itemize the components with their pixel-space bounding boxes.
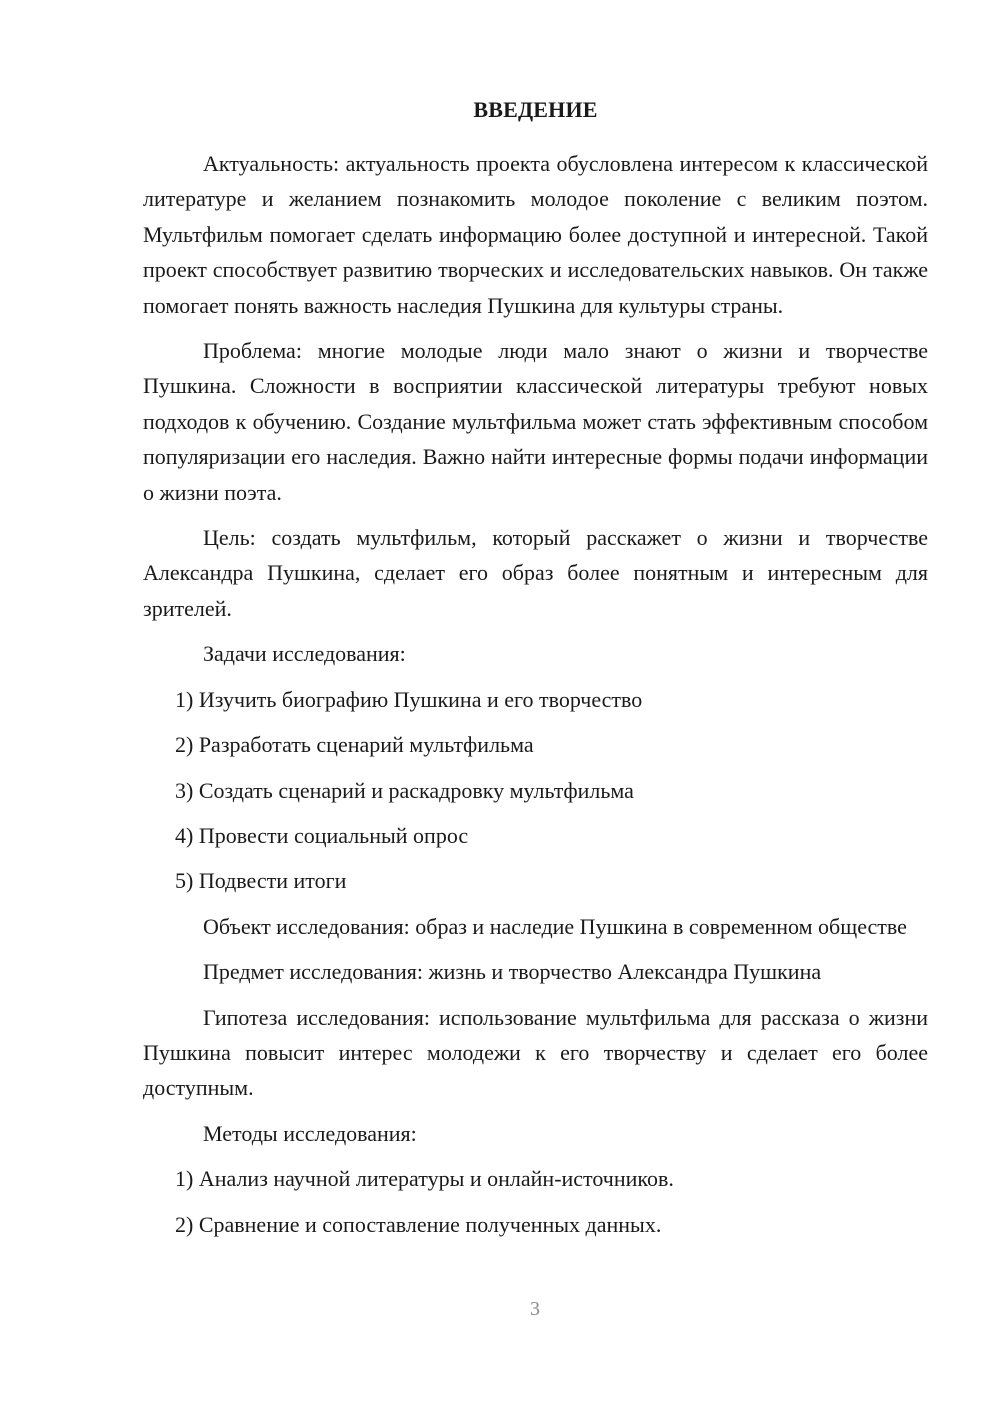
method-item: 1) Анализ научной литературы и онлайн-источников. bbox=[175, 1166, 674, 1192]
methods-title: Методы исследования: bbox=[203, 1120, 417, 1146]
task-item: 1) Изучить биографию Пушкина и его творчество bbox=[175, 686, 643, 712]
relevance-paragraph: Актуальность: актуальность проекта обусловлена интересом к классической литературе и желанием познакомить молодое поколение с великим поэтом. Мультфильм помогает сделать информацию более доступной и интересной. Такой проект способствует развитию творческих и исследовательских навыков. Он также помогает понять важность наследия Пушкина для культуры страны. bbox=[143, 151, 928, 318]
problem-paragraph: Проблема: многие молодые люди мало знают о жизни и творчестве Пушкина. Сложности в восприятии классической литературы требуют новых подходов к обучению. Создание мультфильма может стать эффективным способом популяризации его наследия. Важно найти интересные формы подачи информации о жизни поэта. bbox=[143, 338, 928, 505]
hypothesis-paragraph: Гипотеза исследования: использование мультфильма для рассказа о жизни Пушкина повысит интерес молодежи к его творчеству и сделает его более доступным. bbox=[143, 1004, 928, 1101]
subject-paragraph: Предмет исследования: жизнь и творчество Александра Пушкина bbox=[203, 959, 822, 985]
task-item: 2) Разработать сценарий мультфильма bbox=[175, 732, 534, 758]
document-page bbox=[143, 96, 928, 1252]
task-item: 4) Провести социальный опрос bbox=[175, 822, 469, 848]
section-heading: ВВЕДЕНИЕ bbox=[473, 97, 598, 122]
tasks-title: Задачи исследования: bbox=[203, 641, 406, 667]
goal-paragraph: Цель: создать мультфильм, который расскажет о жизни и творчестве Александра Пушкина, сделает его образ более понятным и интересным для зрителей. bbox=[143, 525, 928, 621]
method-item: 2) Сравнение и сопоставление полученных данных. bbox=[175, 1211, 662, 1237]
task-item: 3) Создать сценарий и раскадровку мультфильма bbox=[175, 777, 634, 803]
object-paragraph: Объект исследования: образ и наследие Пушкина в современном обществе bbox=[203, 913, 907, 939]
page-number: 3 bbox=[530, 1298, 540, 1320]
task-item: 5) Подвести итоги bbox=[175, 868, 347, 894]
